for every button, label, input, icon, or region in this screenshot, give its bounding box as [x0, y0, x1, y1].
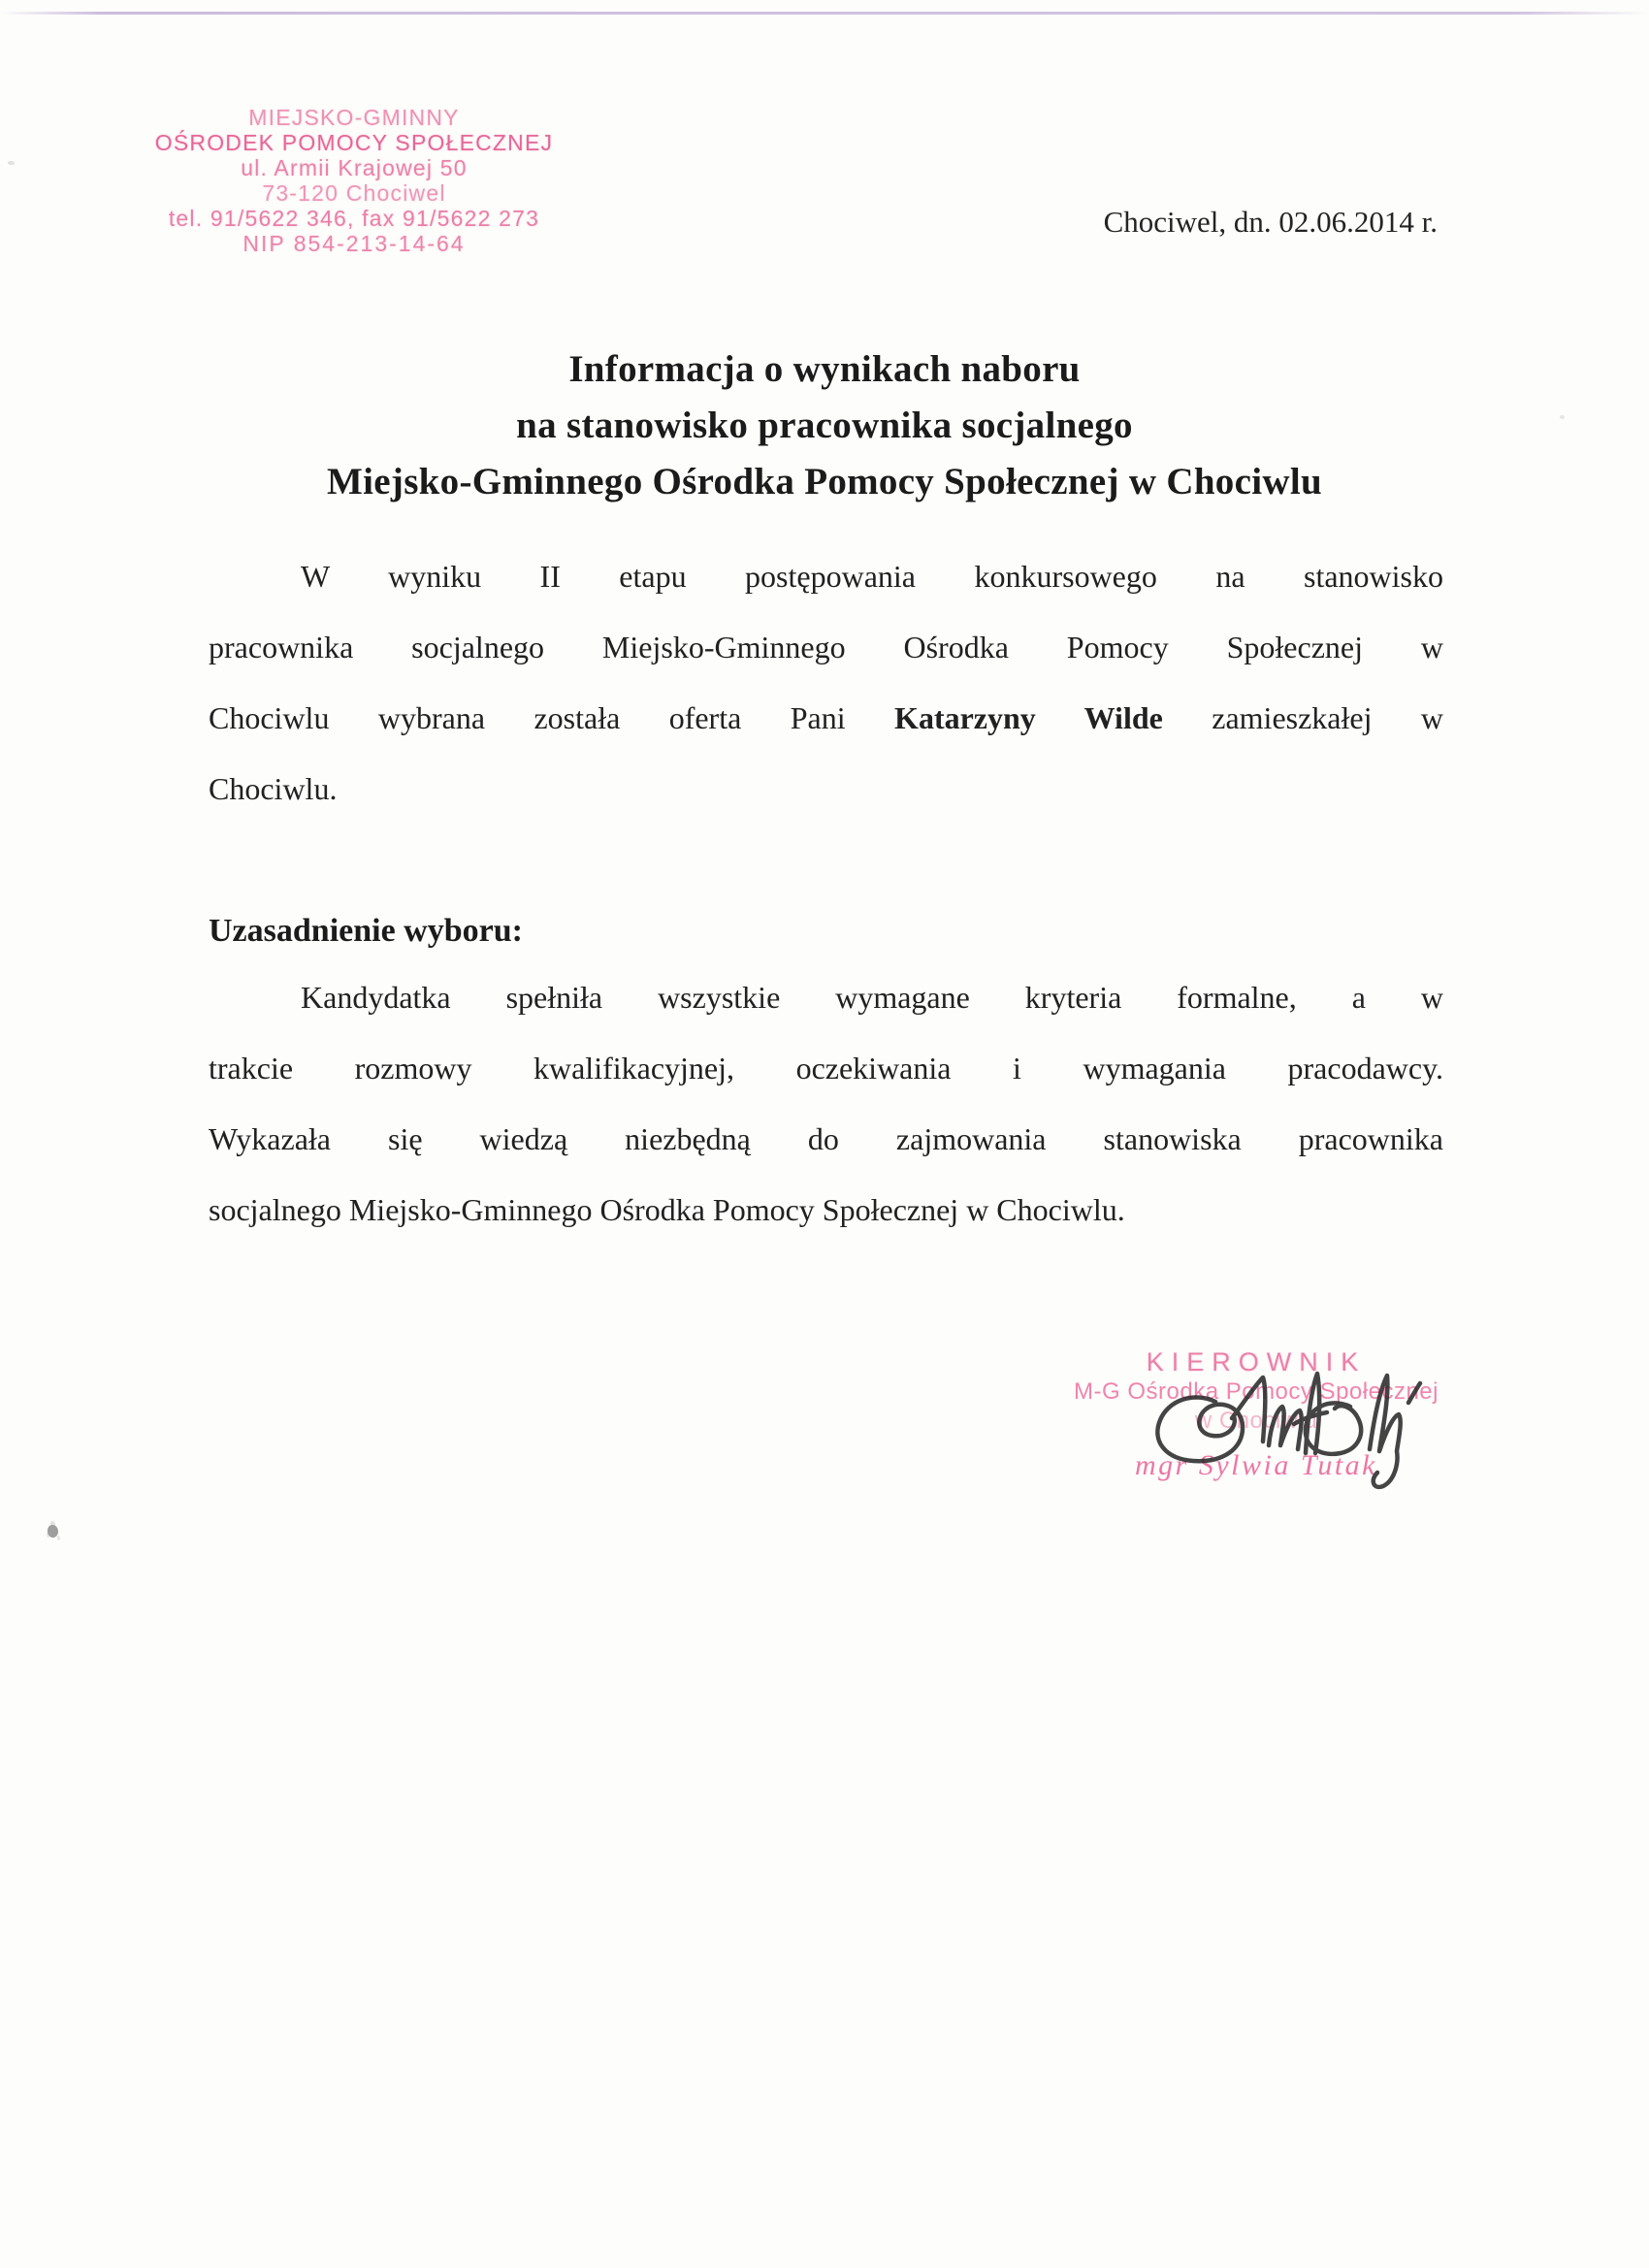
- paragraph-line: trakcie rozmowy kwalifikacyjnej, oczekiwania i wymagania pracodawcy.: [209, 1051, 1443, 1085]
- stamp-nip: NIP 854-213-14-64: [242, 231, 466, 256]
- section-heading-justification: Uzasadnienie wyboru:: [209, 913, 523, 949]
- dateline: Chociwel, dn. 02.06.2014 r.: [1103, 205, 1438, 239]
- signer-name: mgr Sylwia Tutak: [1134, 1449, 1377, 1481]
- text-segment: zamieszkałej w: [1162, 700, 1444, 735]
- letterhead-office-stamp: [97, 105, 611, 256]
- title-line-1: Informacja o wynikach naboru: [568, 348, 1081, 390]
- paragraph-line: Chociwlu.: [209, 771, 338, 806]
- signer-org-line2: w Chociwlu: [1194, 1408, 1318, 1434]
- stamp-phone-fax: tel. 91/5622 346, fax 91/5622 273: [168, 206, 540, 231]
- ink-speck: [8, 161, 15, 165]
- paragraph-line: pracownika socjalnego Miejsko-Gminnego Ośrodka Pomocy Społecznej w: [209, 630, 1443, 664]
- ink-speck: [48, 1525, 58, 1538]
- paragraph-result: [209, 541, 1443, 825]
- title-line-2: na stanowisko pracownika socjalnego: [516, 405, 1133, 446]
- paragraph-justification: [209, 962, 1443, 1246]
- text-segment: Chociwlu wybrana została oferta Pani: [209, 700, 895, 735]
- paragraph-line: socjalnego Miejsko-Gminnego Ośrodka Pomocy Społecznej w Chociwlu.: [209, 1192, 1125, 1227]
- stamp-org-name-line1: MIEJSKO-GMINNY: [248, 105, 460, 130]
- paragraph-line: Kandydatka spełniła wszystkie wymagane kryteria formalne, a w: [301, 980, 1443, 1015]
- paragraph-line: W wyniku II etapu postępowania konkursowego na stanowisko: [301, 559, 1443, 594]
- paragraph-line: Wykazała się wiedzą niezbędną do zajmowania stanowiska pracownika: [209, 1121, 1443, 1156]
- selected-candidate-name: Katarzyny Wilde: [894, 700, 1163, 735]
- scanner-edge-artifact: [0, 12, 1649, 15]
- stamp-street-address: ul. Armii Krajowej 50: [241, 155, 468, 180]
- signer-org-line1: M-G Ośrodka Pomocy Społecznej: [1074, 1378, 1439, 1405]
- stamp-org-name-line2: OŚRODEK POMOCY SPOŁECZNEJ: [154, 130, 554, 155]
- document-title: [0, 341, 1649, 510]
- handwritten-signature-scribble: [1096, 1356, 1445, 1502]
- signer-role: KIEROWNIK: [1146, 1347, 1367, 1377]
- title-line-3: Miejsko-Gminnego Ośrodka Pomocy Społecznej w Chociwlu: [327, 461, 1322, 502]
- paragraph-line: [209, 683, 1443, 754]
- stamp-postal-city: 73-120 Chociwel: [262, 180, 446, 206]
